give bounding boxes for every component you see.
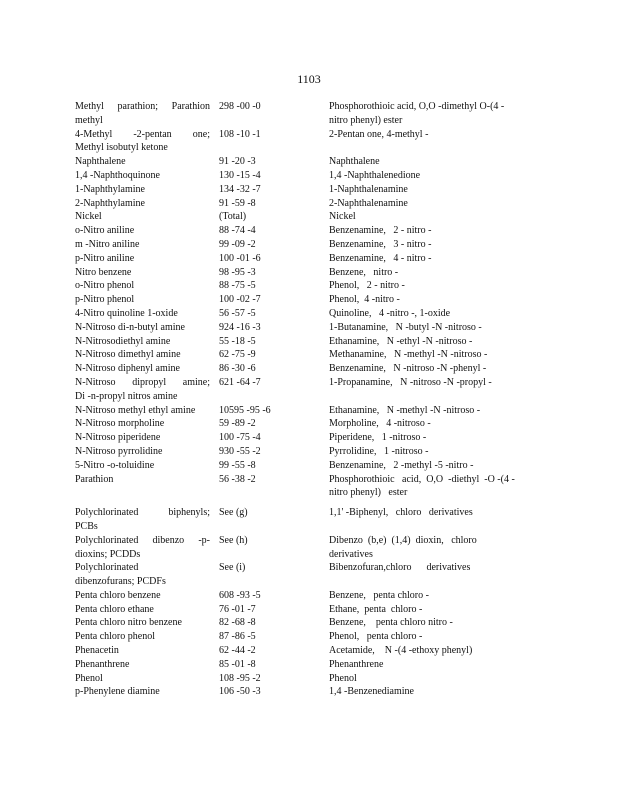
chemical-name-line: N-Nitroso dimethyl amine bbox=[75, 349, 181, 361]
iupac-name-line: Piperidene, 1 -nitroso - bbox=[329, 432, 427, 444]
iupac-name bbox=[329, 404, 534, 418]
chemical-name bbox=[75, 155, 210, 169]
table-row bbox=[75, 473, 545, 501]
iupac-name bbox=[329, 128, 534, 142]
iupac-name-line: 1,1' -Biphenyl, chloro derivatives bbox=[329, 507, 473, 519]
cas-number: 76 -01 -7 bbox=[219, 603, 256, 615]
chemical-name-line: N-Nitroso methyl ethyl amine bbox=[75, 404, 196, 416]
table-row bbox=[75, 266, 545, 280]
iupac-name-line: 1,4 -Naphthalenedione bbox=[329, 169, 421, 181]
iupac-name-line: nitro phenyl) ester bbox=[329, 487, 408, 499]
table-row bbox=[75, 293, 545, 307]
chemical-name-line: Polychlorinated biphenyls; bbox=[75, 507, 210, 519]
table-row bbox=[75, 644, 545, 658]
chemical-name-line: Di -n-propyl nitros amine bbox=[75, 390, 178, 402]
iupac-name-line: Benzenamine, 2 - nitro - bbox=[329, 225, 432, 237]
chemical-name bbox=[75, 630, 210, 644]
table-row bbox=[75, 404, 545, 418]
iupac-name-line: Nickel bbox=[329, 211, 356, 223]
table-row bbox=[75, 252, 545, 266]
chemical-name-line: Nickel bbox=[75, 211, 102, 223]
cas-number: 56 -57 -5 bbox=[219, 307, 256, 319]
iupac-name bbox=[329, 321, 534, 335]
chemical-name-line: Polychlorinated dibenzo -p- bbox=[75, 534, 210, 546]
chemical-name-line: Phenacetin bbox=[75, 645, 119, 657]
table-row bbox=[75, 321, 545, 335]
chemical-name bbox=[75, 362, 210, 376]
table-row bbox=[75, 417, 545, 431]
table-row bbox=[75, 534, 545, 562]
table-row bbox=[75, 616, 545, 630]
table-row bbox=[75, 210, 545, 224]
chemical-name bbox=[75, 445, 210, 459]
iupac-name-line: 1,4 -Benzenediamine bbox=[329, 686, 414, 698]
iupac-name-line: Ethanamine, N -methyl -N -nitroso - bbox=[329, 404, 481, 416]
iupac-name-line: Phenol, 4 -nitro - bbox=[329, 294, 400, 306]
iupac-name-line: Methanamine, N -methyl -N -nitroso - bbox=[329, 349, 488, 361]
iupac-name-line: 1-Naphthalenamine bbox=[329, 183, 408, 195]
iupac-name bbox=[329, 630, 534, 644]
cas-number: 85 -01 -8 bbox=[219, 658, 256, 670]
cas-number: 298 -00 -0 bbox=[219, 101, 261, 112]
chemical-table bbox=[75, 100, 545, 699]
iupac-name bbox=[329, 183, 534, 197]
iupac-name bbox=[329, 169, 534, 183]
iupac-name bbox=[329, 307, 534, 321]
cas-number: 59 -89 -2 bbox=[219, 418, 256, 430]
iupac-name-line: Benzenamine, N -nitroso -N -phenyl - bbox=[329, 363, 487, 375]
iupac-name-line: Phosphorothioic acid, O,O -diethyl -O -(4 - bbox=[329, 473, 515, 485]
iupac-name bbox=[329, 417, 534, 431]
cas-number: 10595 -95 -6 bbox=[219, 404, 271, 416]
chemical-name-line: dibenzofurans; PCDFs bbox=[75, 576, 166, 588]
chemical-name-line: N-Nitroso di-n-butyl amine bbox=[75, 321, 185, 333]
chemical-name bbox=[75, 210, 210, 224]
iupac-name bbox=[329, 279, 534, 293]
chemical-name-line: Penta chloro benzene bbox=[75, 589, 161, 601]
chemical-name bbox=[75, 603, 210, 617]
cas-number: 88 -74 -4 bbox=[219, 225, 256, 237]
chemical-name-line: Polychlorinated bbox=[75, 562, 139, 574]
chemical-name-line: 4-Methyl -2-pentan one; bbox=[75, 128, 210, 140]
cas-number: 91 -59 -8 bbox=[219, 197, 256, 209]
chemical-name-line: Penta chloro nitro benzene bbox=[75, 617, 182, 629]
iupac-name bbox=[329, 506, 534, 520]
chemical-name bbox=[75, 348, 210, 362]
chemical-name-line: Naphthalene bbox=[75, 156, 126, 168]
chemical-name bbox=[75, 128, 210, 156]
table-row bbox=[75, 362, 545, 376]
chemical-name bbox=[75, 685, 210, 699]
chemical-name-line: 4-Nitro quinoline 1-oxide bbox=[75, 307, 178, 319]
iupac-name-line: Naphthalene bbox=[329, 156, 380, 168]
cas-number: 106 -50 -3 bbox=[219, 686, 261, 698]
iupac-name bbox=[329, 644, 534, 658]
iupac-name-line: Acetamide, N -(4 -ethoxy phenyl) bbox=[329, 645, 473, 657]
chemical-name bbox=[75, 321, 210, 335]
iupac-name-line: Phenol bbox=[329, 672, 357, 684]
cas-number: 100 -01 -6 bbox=[219, 252, 261, 264]
iupac-name-line: Benzenamine, 3 - nitro - bbox=[329, 238, 432, 250]
cas-number: See (g) bbox=[219, 507, 248, 519]
chemical-name-line: 5-Nitro -o-toluidine bbox=[75, 459, 155, 471]
chemical-name bbox=[75, 473, 210, 487]
chemical-name bbox=[75, 252, 210, 266]
chemical-name bbox=[75, 589, 210, 603]
iupac-name bbox=[329, 335, 534, 349]
table-row bbox=[75, 561, 545, 589]
iupac-name bbox=[329, 362, 534, 376]
chemical-name-line: N-Nitroso piperidene bbox=[75, 432, 161, 444]
chemical-name bbox=[75, 534, 210, 562]
chemical-name-line: Methyl isobutyl ketone bbox=[75, 142, 168, 154]
table-row bbox=[75, 197, 545, 211]
chemical-name bbox=[75, 266, 210, 280]
chemical-name-line: N-Nitroso diphenyl amine bbox=[75, 363, 180, 375]
chemical-name bbox=[75, 431, 210, 445]
cas-number: 62 -75 -9 bbox=[219, 349, 256, 361]
cas-number: 99 -09 -2 bbox=[219, 238, 256, 250]
chemical-name bbox=[75, 238, 210, 252]
chemical-name bbox=[75, 616, 210, 630]
iupac-name-line: Quinoline, 4 -nitro -, 1-oxide bbox=[329, 307, 451, 319]
iupac-name-line: Benzene, nitro - bbox=[329, 266, 399, 278]
chemical-name-line: Penta chloro phenol bbox=[75, 631, 155, 643]
chemical-name-line: m -Nitro aniline bbox=[75, 238, 140, 250]
iupac-name-line: 2-Naphthalenamine bbox=[329, 197, 408, 209]
iupac-name-line: Pyrrolidine, 1 -nitroso - bbox=[329, 445, 429, 457]
iupac-name-line: Phenanthrene bbox=[329, 658, 384, 670]
cas-number: See (i) bbox=[219, 562, 246, 574]
iupac-name-line: 1-Propanamine, N -nitroso -N -propyl - bbox=[329, 376, 492, 388]
iupac-name-line: Benzene, penta chloro nitro - bbox=[329, 617, 453, 629]
chemical-name bbox=[75, 561, 210, 589]
iupac-name bbox=[329, 685, 534, 699]
chemical-name-line: 2-Naphthylamine bbox=[75, 197, 145, 209]
iupac-name-line: Morpholine, 4 -nitroso - bbox=[329, 418, 431, 430]
iupac-name-line: Ethanamine, N -ethyl -N -nitroso - bbox=[329, 335, 473, 347]
chemical-name bbox=[75, 417, 210, 431]
cas-number: 621 -64 -7 bbox=[219, 376, 261, 388]
chemical-name bbox=[75, 658, 210, 672]
chemical-name bbox=[75, 376, 210, 404]
chemical-name-line: Parathion bbox=[75, 473, 114, 485]
table-row bbox=[75, 685, 545, 699]
cas-number: 98 -95 -3 bbox=[219, 266, 256, 278]
table-row bbox=[75, 348, 545, 362]
table-row bbox=[75, 589, 545, 603]
iupac-name bbox=[329, 266, 534, 280]
chemical-name bbox=[75, 224, 210, 238]
cas-number: 87 -86 -5 bbox=[219, 631, 256, 643]
table-row bbox=[75, 335, 545, 349]
cas-number: 86 -30 -6 bbox=[219, 363, 256, 375]
iupac-name-line: Phosphorothioic acid, O,O -dimethyl O-(4 - bbox=[329, 101, 505, 112]
iupac-name bbox=[329, 100, 534, 128]
iupac-name bbox=[329, 534, 534, 562]
iupac-name bbox=[329, 376, 534, 390]
iupac-name bbox=[329, 658, 534, 672]
table-row bbox=[75, 307, 545, 321]
chemical-name-line: Nitro benzene bbox=[75, 266, 132, 278]
iupac-name bbox=[329, 445, 534, 459]
table-row bbox=[75, 376, 545, 404]
chemical-name-line: p-Nitro aniline bbox=[75, 252, 135, 264]
iupac-name bbox=[329, 616, 534, 630]
cas-number: 55 -18 -5 bbox=[219, 335, 256, 347]
iupac-name bbox=[329, 589, 534, 603]
chemical-name bbox=[75, 404, 210, 418]
iupac-name-line: derivatives bbox=[329, 548, 373, 560]
cas-number: (Total) bbox=[219, 211, 247, 223]
table-row bbox=[75, 128, 545, 156]
iupac-name-line: Benzene, penta chloro - bbox=[329, 589, 429, 601]
cas-number: 99 -55 -8 bbox=[219, 459, 256, 471]
chemical-name-line: o-Nitro aniline bbox=[75, 225, 135, 237]
chemical-name-line: N-Nitroso dipropyl amine; bbox=[75, 376, 210, 388]
page-number: 1103 bbox=[297, 72, 321, 86]
chemical-name-line: Penta chloro ethane bbox=[75, 603, 154, 615]
cas-number: 930 -55 -2 bbox=[219, 445, 261, 457]
table-row bbox=[75, 224, 545, 238]
cas-number: 62 -44 -2 bbox=[219, 645, 256, 657]
iupac-name-line: Bibenzofuran,chloro derivatives bbox=[329, 562, 471, 574]
table-row bbox=[75, 672, 545, 686]
chemical-name bbox=[75, 100, 210, 128]
iupac-name bbox=[329, 561, 534, 575]
chemical-name-line: Methyl parathion; Parathion bbox=[75, 101, 210, 112]
cas-number: 924 -16 -3 bbox=[219, 321, 261, 333]
chemical-name bbox=[75, 506, 210, 534]
cas-number: 88 -75 -5 bbox=[219, 280, 256, 292]
table-row bbox=[75, 506, 545, 534]
table-row bbox=[75, 459, 545, 473]
chemical-name-line: N-Nitrosodiethyl amine bbox=[75, 335, 171, 347]
chemical-name bbox=[75, 335, 210, 349]
chemical-name-line: p-Phenylene diamine bbox=[75, 686, 160, 698]
iupac-name bbox=[329, 459, 534, 473]
cas-number: 134 -32 -7 bbox=[219, 183, 261, 195]
chemical-name-line: N-Nitroso pyrrolidine bbox=[75, 445, 163, 457]
table-row bbox=[75, 603, 545, 617]
table-row bbox=[75, 630, 545, 644]
chemical-name-line: Phenol bbox=[75, 672, 103, 684]
iupac-name-line: Phenol, 2 - nitro - bbox=[329, 280, 405, 292]
iupac-name bbox=[329, 155, 534, 169]
cas-number: See (h) bbox=[219, 534, 248, 546]
iupac-name-line: nitro phenyl) ester bbox=[329, 114, 403, 126]
cas-number: 108 -95 -2 bbox=[219, 672, 261, 684]
chemical-name bbox=[75, 293, 210, 307]
iupac-name-line: Phenol, penta chloro - bbox=[329, 631, 423, 643]
iupac-name bbox=[329, 197, 534, 211]
chemical-name bbox=[75, 183, 210, 197]
chemical-name-line: Phenanthrene bbox=[75, 658, 130, 670]
table-row bbox=[75, 658, 545, 672]
chemical-name-line: o-Nitro phenol bbox=[75, 280, 135, 292]
iupac-name bbox=[329, 473, 534, 501]
chemical-name bbox=[75, 197, 210, 211]
iupac-name bbox=[329, 210, 534, 224]
iupac-name-line: 1-Butanamine, N -butyl -N -nitroso - bbox=[329, 321, 482, 333]
chemical-name bbox=[75, 279, 210, 293]
cas-number: 130 -15 -4 bbox=[219, 169, 261, 181]
iupac-name-line: Benzenamine, 2 -methyl -5 -nitro - bbox=[329, 459, 474, 471]
iupac-name bbox=[329, 672, 534, 686]
chemical-name-line: dioxins; PCDDs bbox=[75, 548, 141, 560]
cas-number: 100 -02 -7 bbox=[219, 294, 261, 306]
table-row bbox=[75, 169, 545, 183]
cas-number: 108 -10 -1 bbox=[219, 128, 261, 140]
chemical-name bbox=[75, 169, 210, 183]
table-row bbox=[75, 431, 545, 445]
chemical-name bbox=[75, 307, 210, 321]
chemical-name-line: 1,4 -Naphthoquinone bbox=[75, 169, 160, 181]
chemical-name bbox=[75, 459, 210, 473]
cas-number: 100 -75 -4 bbox=[219, 432, 261, 444]
chemical-name bbox=[75, 672, 210, 686]
chemical-name-line: N-Nitroso morpholine bbox=[75, 418, 165, 430]
table-row bbox=[75, 279, 545, 293]
iupac-name-line: Ethane, penta chloro - bbox=[329, 603, 423, 615]
iupac-name bbox=[329, 431, 534, 445]
cas-number: 91 -20 -3 bbox=[219, 156, 256, 168]
iupac-name bbox=[329, 293, 534, 307]
iupac-name bbox=[329, 238, 534, 252]
iupac-name bbox=[329, 348, 534, 362]
chemical-name-line: 1-Naphthylamine bbox=[75, 183, 145, 195]
iupac-name bbox=[329, 603, 534, 617]
table-row bbox=[75, 183, 545, 197]
table-row bbox=[75, 445, 545, 459]
cas-number: 56 -38 -2 bbox=[219, 473, 256, 485]
table-row bbox=[75, 155, 545, 169]
cas-number: 82 -68 -8 bbox=[219, 617, 256, 629]
iupac-name-line: Dibenzo (b,e) (1,4) dioxin, chloro bbox=[329, 534, 477, 546]
iupac-name bbox=[329, 252, 534, 266]
chemical-name-line: methyl bbox=[75, 114, 103, 126]
table-row bbox=[75, 100, 545, 128]
table-row bbox=[75, 238, 545, 252]
iupac-name bbox=[329, 224, 534, 238]
chemical-name-line: p-Nitro phenol bbox=[75, 294, 135, 306]
chemical-name bbox=[75, 644, 210, 658]
iupac-name-line: 2-Pentan one, 4-methyl - bbox=[329, 128, 429, 140]
iupac-name-line: Benzenamine, 4 - nitro - bbox=[329, 252, 432, 264]
chemical-name-line: PCBs bbox=[75, 520, 98, 532]
cas-number: 608 -93 -5 bbox=[219, 589, 261, 601]
